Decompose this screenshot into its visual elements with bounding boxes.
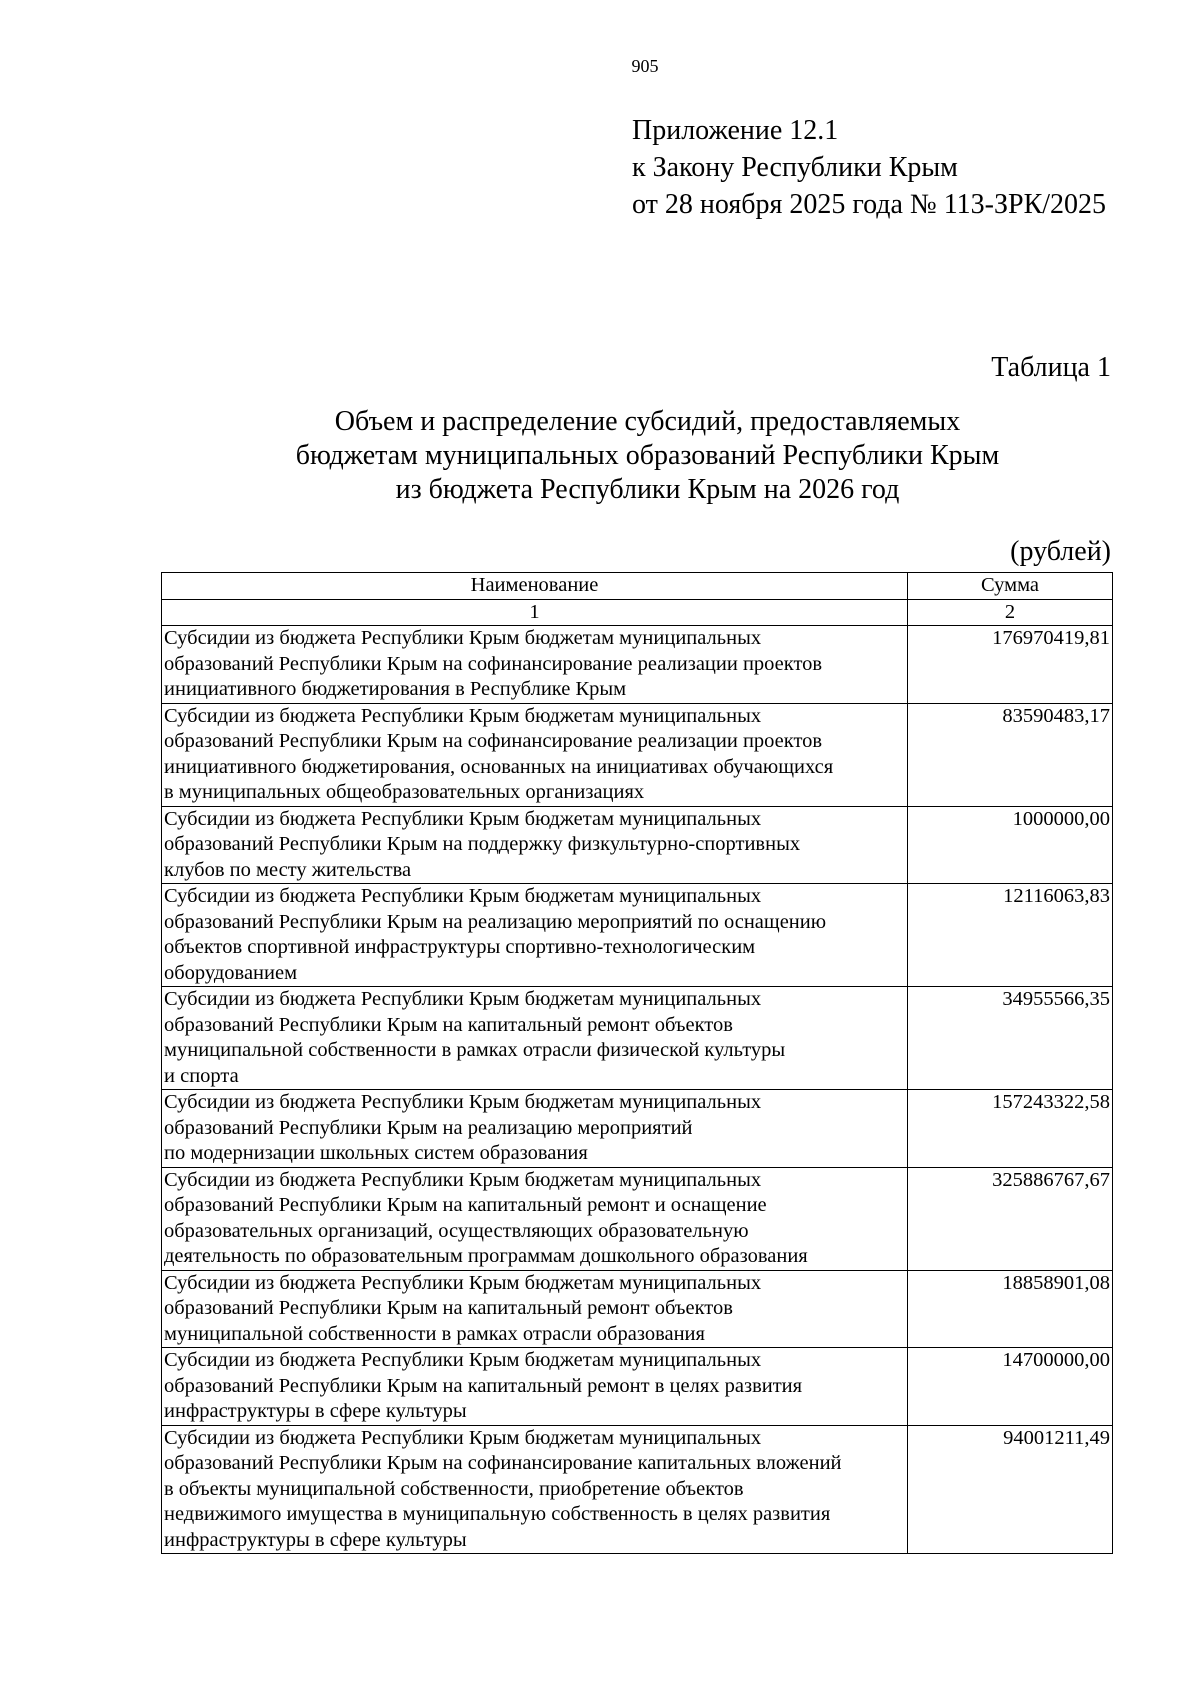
table-row [162, 626, 1113, 704]
subsidy-name-line: Субсидии из бюджета Республики Крым бюджетам муниципальных [164, 988, 762, 1010]
table-row [162, 1090, 1113, 1168]
subsidy-name-line: оборудованием [164, 961, 298, 984]
table-row [162, 1167, 1113, 1270]
subsidy-name-cell [162, 1425, 908, 1554]
subsidies-table [161, 572, 1113, 1554]
table-label: Таблица 1 [991, 352, 1111, 383]
header-amount: Сумма [908, 573, 1113, 600]
table-row [162, 1348, 1113, 1426]
table-row [162, 1270, 1113, 1348]
subsidy-name-line: образований Республики Крым на софинансирование реализации проектов [164, 730, 823, 752]
subsidy-name-line: муниципальной собственности в рамках отрасли образования [164, 1322, 705, 1345]
table-row [162, 806, 1113, 884]
subsidy-amount-cell: 176970419,81 [908, 626, 1113, 704]
subsidy-name-cell [162, 987, 908, 1090]
subsidy-name-line: клубов по месту жительства [164, 858, 412, 881]
subsidy-name-cell [162, 1167, 908, 1270]
subsidy-name-line: Субсидии из бюджета Республики Крым бюджетам муниципальных [164, 807, 762, 830]
subsidy-name-line: образований Республики Крым на капитальный ремонт и оснащение [164, 1194, 767, 1216]
subsidy-name-line: объектов спортивной инфраструктуры спортивно-технологическим [164, 936, 756, 958]
subsidy-name-line: Субсидии из бюджета Республики Крым бюджетам муниципальных [164, 704, 762, 727]
subsidy-amount-cell: 94001211,49 [908, 1425, 1113, 1554]
subsidy-name-cell [162, 1270, 908, 1348]
document-title [160, 405, 1135, 507]
subsidy-amount-cell: 83590483,17 [908, 703, 1113, 806]
subsidy-name-line: деятельность по образовательным программам дошкольного образования [164, 1245, 808, 1267]
table-row [162, 1425, 1113, 1554]
subsidy-amount-cell: 12116063,83 [908, 884, 1113, 987]
subsidy-name-cell [162, 703, 908, 806]
subsidy-amount-cell: 157243322,58 [908, 1090, 1113, 1168]
subsidy-name-line: Субсидии из бюджета Республики Крым бюджетам муниципальных [164, 627, 762, 649]
table-body [162, 626, 1113, 1554]
subsidy-name-line: муниципальной собственности в рамках отрасли физической культуры [164, 1039, 786, 1061]
subsidy-name-line: в объекты муниципальной собственности, приобретение объектов [164, 1477, 744, 1500]
appendix-block [632, 112, 1106, 223]
subsidy-name-cell [162, 884, 908, 987]
subsidy-name-cell [162, 1348, 908, 1426]
header-row [162, 573, 1113, 600]
subsidy-name-line: образований Республики Крым на капитальный ремонт объектов [164, 1013, 733, 1036]
subsidy-name-line: инфраструктуры в сфере культуры [164, 1528, 467, 1551]
subsidy-name-line: Субсидии из бюджета Республики Крым бюджетам муниципальных [164, 885, 762, 907]
subsidy-name-line: в муниципальных общеобразовательных организациях [164, 781, 645, 803]
column-number: 1 [162, 599, 908, 626]
subsidy-name-line: образований Республики Крым на поддержку физкультурно-спортивных [164, 833, 801, 855]
subsidy-name-line: Субсидии из бюджета Республики Крым бюджетам муниципальных [164, 1091, 762, 1113]
subsidy-name-line: образований Республики Крым на софинансирование капитальных вложений [164, 1452, 842, 1474]
subsidy-name-line: образований Республики Крым на капитальный ремонт в целях развития [164, 1374, 803, 1397]
subsidy-name-line: образовательных организаций, осуществляющих образовательную [164, 1219, 749, 1242]
subsidy-name-line: и спорта [164, 1064, 239, 1087]
table-row [162, 703, 1113, 806]
subsidy-amount-cell: 34955566,35 [908, 987, 1113, 1090]
subsidy-name-cell [162, 1090, 908, 1168]
subsidy-amount-cell: 14700000,00 [908, 1348, 1113, 1426]
subsidy-name-line: Субсидии из бюджета Республики Крым бюджетам муниципальных [164, 1349, 762, 1371]
subsidy-name-line: образований Республики Крым на реализацию мероприятий [164, 1116, 693, 1139]
header-name: Наименование [162, 573, 908, 600]
subsidy-name-line: Субсидии из бюджета Республики Крым бюджетам муниципальных [164, 1271, 762, 1294]
title-line: Объем и распределение субсидий, предоставляемых [334, 406, 961, 437]
appendix-line: от 28 ноября 2025 года № 113-ЗРК/2025 [632, 189, 1107, 220]
subsidy-name-line: образований Республики Крым на капитальный ремонт объектов [164, 1297, 733, 1319]
subsidy-name-line: образований Республики Крым на реализацию мероприятий по оснащению [164, 910, 827, 933]
appendix-line: к Закону Республики Крым [632, 152, 958, 183]
subsidy-name-line: инициативного бюджетирования в Республике Крым [164, 678, 627, 700]
subsidy-name-cell [162, 806, 908, 884]
title-line: из бюджета Республики Крым на 2026 год [395, 474, 900, 505]
table-row [162, 987, 1113, 1090]
subsidy-amount-cell: 325886767,67 [908, 1167, 1113, 1270]
subsidy-name-line: инициативного бюджетирования, основанных на инициативах обучающихся [164, 755, 834, 778]
appendix-line: Приложение 12.1 [632, 115, 839, 146]
column-number-row [162, 599, 1113, 626]
subsidy-name-line: Субсидии из бюджета Республики Крым бюджетам муниципальных [164, 1168, 762, 1191]
title-line: бюджетам муниципальных образований Республики Крым [295, 440, 1000, 471]
subsidy-name-line: инфраструктуры в сфере культуры [164, 1400, 467, 1422]
subsidy-amount-cell: 18858901,08 [908, 1270, 1113, 1348]
units-label: (рублей) [1010, 536, 1111, 567]
subsidy-name-line: по модернизации школьных систем образования [164, 1142, 588, 1164]
page-number: 905 [631, 56, 659, 76]
subsidy-name-line: недвижимого имущества в муниципальную собственность в целях развития [164, 1503, 831, 1525]
table-row [162, 884, 1113, 987]
subsidy-name-line: Субсидии из бюджета Республики Крым бюджетам муниципальных [164, 1426, 762, 1449]
column-number: 2 [908, 599, 1113, 626]
subsidy-name-line: образований Республики Крым на софинансирование реализации проектов [164, 652, 823, 675]
subsidy-amount-cell: 1000000,00 [908, 806, 1113, 884]
subsidy-name-cell [162, 626, 908, 704]
